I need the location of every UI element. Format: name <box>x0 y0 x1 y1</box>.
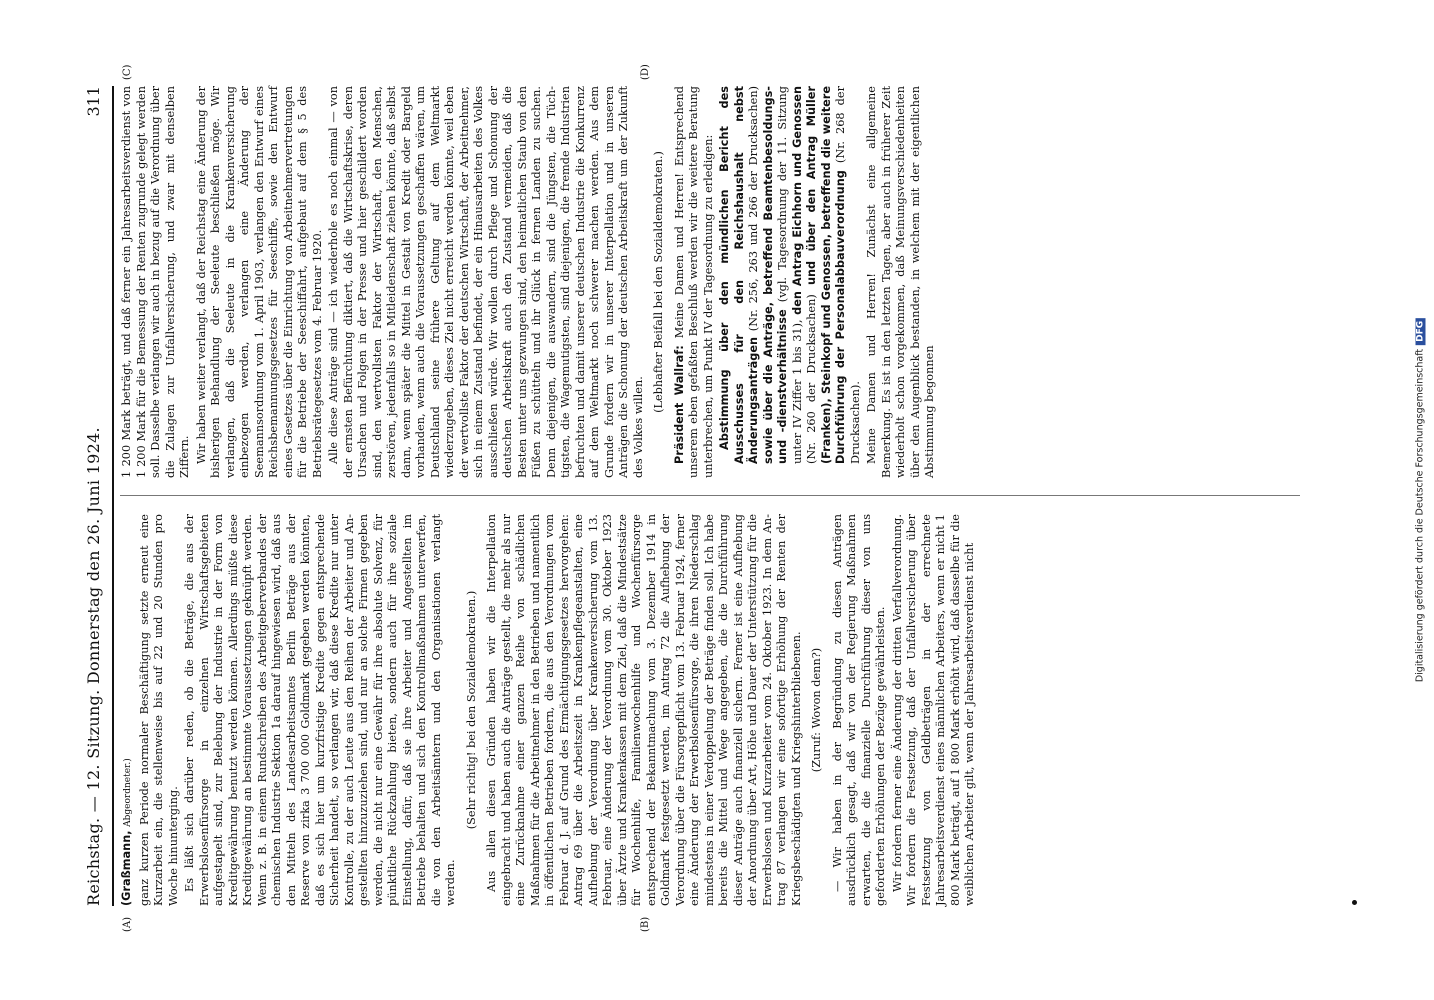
margin-marker-b: (B) <box>640 916 651 932</box>
margin-marker-d: (D) <box>640 64 651 80</box>
agenda-item <box>718 86 863 478</box>
president-name: Präsident Wallraf: <box>672 345 686 464</box>
speaker-role: Abgeordneter.) <box>123 758 133 827</box>
paragraph: Meine Damen und Herren! Zunächst eine allgemeine Bemerkung. Es ist in den letzten Tagen, aber auch in früherer Zeit wiederholt schon vorgekommen, daß Meinungsverschiedenheiten über den Augenblick bestanden, in welchem mit der eigentlichen Abstimmung begonnen <box>865 86 936 478</box>
president-text: Meine Damen und Herren! Entsprechend unserem eben gefaßten Beschluß werden wir die weitere Beratung unterbrechen, um Punkt IV der Tagesordnung zu erledigen: <box>672 86 715 478</box>
agenda-bold: und über den Antrag Müller (Franken), Steinkopf und Genossen, betreffend die weitere Durchführung der Personalabbauverordnung <box>805 86 847 464</box>
agenda-plain: (Nr. 256, 263 und 266 der Drucksachen) <box>747 85 760 332</box>
header-title: Reichstag. — 12. Sitzung. Donnerstag den 26. Juni 1924. <box>84 427 103 906</box>
digitization-credit <box>1415 318 1426 682</box>
left-column <box>120 514 980 906</box>
agenda-plain: (Nr. 260 der Drucksachen) <box>805 294 818 464</box>
paragraph: Aus allen diesen Gründen haben wir die Interpellation eingebracht und haben auch die Anträge gestellt, die mehr als nur eine Zurücknahme einer ganzen Reihe von schädlichen Maßnahmen für die Arbeitnehmer in den Betrieben und namentlich in öffentlichen Betrieben fordern, die aus den Verordnungen vom Februar d. J. auf Grund des Ermächtigungsgesetzes hervorgehen: Antrag 69 über die Arbeitszeit in Krankenpflegeanstalten, eine Aufhebung der Verordnung über Krankenversicherung vom 13. Februar, eine Änderung der Verordnung vom 30. Oktober 1923 über Ärzte und Krankenkassen mit dem Ziel, daß die Mindestsätze für Wochenhilfe, Familienwochenhilfe und Wochenfürsorge entsprechend der Bekanntmachung vom 3. Dezember 1914 in Goldmark festgesetzt werden, im Antrag 72 die Aufhebung der Verordnung über die Fürsorgepflicht vom 13. Februar 1924, ferner eine Änderung der Erwerbslosenfürsorge, die ihren Niederschlag mindestens in einer Verdoppelung der Beträge finden soll. Ich habe bereits die Mittel und Wege angegeben, die die Durchführung dieser Anträge auch finanziell sichern. Ferner ist eine Aufhebung der Anordnung über Art, Höhe und Dauer der Unterstützung für die Erwerbslosen und Kurzarbeiter vom 24. Oktober 1923. In dem Antrag 87 verlangen wir eine sofortige Erhöhung der Renten der Kriegsbeschädigten und Kriegshinterbliebenen. <box>485 514 803 906</box>
interjection: (Sehr richtig! bei den Sozialdemokraten.) <box>464 590 478 830</box>
paragraph: 1 200 Mark beträgt, und daß ferner ein Jahresarbeitsverdienst von 1 200 Mark für die Bemessung der Renten zugrunde gelegt werden soll. Dasselbe verlangen wir auch in bezug auf die Verordnung über die Zulagen zur Unfallversicherung, und zwar mit denselben Ziffern. <box>120 86 191 478</box>
interjection: (Zuruf: Wovon denn?) <box>810 647 823 773</box>
applause-note: (Lebhafter Beifall bei den Sozialdemokraten.) <box>652 151 665 413</box>
credit-text: Digitalisierung gefördert durch die Deutsche Forschungsgemeinschaft <box>1414 348 1426 683</box>
president-paragraph <box>673 86 717 478</box>
agenda-plain: (vgl. Tagesordnung der 11. Sitzung unter IV Ziffer 1 bis 31), <box>776 86 804 464</box>
paragraph: Wir fordern ferner eine Änderung der dritten Verfallverordnung. Wir fordern die Festsetzung, daß der Unfallversicherung über Festsetzung von Geldbeträgen in der errechnete Jahresarbeitsverdienst eines männlichen Arbeiters, wenn er nicht 1 800 Mark beträgt, auf 1 800 Mark erhöht wird, daß dasselbe für die weiblichen Arbeiter gilt, wenn der Jahresarbeitsverdienst nicht <box>890 514 976 906</box>
margin-marker-a: (A) <box>122 916 133 932</box>
agenda-bold: Abstimmung über den mündlichen Bericht des Ausschusses für den Reichshaushalt nebst Änderungsanträgen <box>718 86 760 464</box>
paragraph: Es läßt sich darüber reden, ob die Beträge, die aus der Erwerbslosenfürsorge in einzelnen Wirtschaftsgebieten aufgestapelt sind, zur Belebung der Industrie in der Form von Kreditgewährung benutzt werden können. Allerdings müßte diese Kreditgewährung an bestimmte Voraussetzungen geknüpft werden. Wenn z. B. in einem Rundschreiben des Arbeitgeberverbandes der chemischen Industrie Sektion 1a darauf hingewiesen wird, daß aus den Mitteln des Landesarbeitsamtes Berlin Beträge aus der Reserve von zirka 3 700 000 Goldmark gegeben werden könnten, daß es sich hier um kurzfristige Kredite gegen entsprechende Sicherheit handelt, so verlangen wir, daß diese Kredite nur unter Kontrolle, zu der auch Leute aus den Reihen der Arbeiter und Angestellten hinzuzuziehen sind, und nur an solche Firmen gegeben werden, die nicht nur eine Gewähr für ihre absolute Solvenz, für pünktliche Rückzahlung bieten, sondern auch für ihre soziale Einstellung, dafür, daß sie ihre Arbeiter und Angestellten im Betriebe behalten und sich den Kontrollmaßnahmen unterwerfen, die von den Arbeitsämtern und den Organisationen verlangt werden. <box>183 514 457 906</box>
dfg-logo: DFG <box>1416 318 1426 345</box>
speaker-name: (Graßmann, <box>120 830 133 906</box>
scan-speck <box>1352 900 1357 905</box>
speaker-line <box>120 514 136 906</box>
agenda-bold: sowie über die Anträge, betreffend Beamtenbesoldungs- und -dienstverhältnisse <box>761 86 789 464</box>
page-number: 311 <box>84 86 103 117</box>
margin-marker-c: (C) <box>122 64 133 80</box>
paragraph: Alle diese Anträge sind — ich wiederhole es noch einmal — von der ernsten Befürchtung diktiert, daß die Wirtschaftskrise, deren Ursachen und Folgen in der Presse und hier geschildert worden sind, den wertvollsten Faktor der Wirtschaft, den Menschen, zerstören, jedenfalls so in Mitleidenschaft ziehen könnte, daß selbst dann, wenn später die Mittel in Gestalt von Kredit oder Bargeld vorhanden, wenn auch die Voraussetzungen geschaffen wären, um Deutschland seine frühere Geltung auf dem Weltmarkt wiederzugeben, dieses Ziel nicht erreicht werden könnte, weil eben der wertvollste Faktor der deutschen Wirtschaft, der Arbeitnehmer, sich in einem Zustand befindet, der ein Hinausarbeiten des Volkes ausschließen würde. Wir wollen durch Pflege und Schonung der deutschen Arbeitskraft auch den Zustand vermeiden, daß die Besten unter uns gezwungen sind, den heimatlichen Staub von den Füßen zu schütteln und ihr Glück in fernen Landen zu suchen. Denn diejenigen, die auswandern, sind die Jüngsten, die Tüchtigsten, die Wagemutigsten, sind diejenigen, die fremde Industrien befruchten und damit unserer deutschen Industrie die Konkurrenz auf dem Weltmarkt noch schwerer machen werden. Aus dem Grunde fordern wir in unserer Interpellation und in unseren Anträgen die Schonung der deutschen Arbeitskraft um der Zukunft des Volkes willen. <box>327 86 645 478</box>
agenda-bold: den Antrag Eichhorn und Genossen <box>790 85 804 315</box>
agenda-plain: (Nr. 268 der Drucksachen). <box>834 85 862 464</box>
right-column <box>120 86 940 478</box>
page-header <box>80 86 110 906</box>
paragraph: ganz kurzen Periode normaler Beschäftigung setzte erneut eine Kurzarbeit ein, die stellenweise bis auf 22 und 20 Stunden pro Woche hinunterging. <box>137 514 180 906</box>
paragraph: Wir haben weiter verlangt, daß der Reichstag eine Änderung der bisherigen Behandlung der Seeleute beschließen möge. Wir verlangen, daß die Seeleute in die Krankenversicherung einbezogen werden, verlangen eine Änderung der Seemannsordnung vom 1. April 1903, verlangen den Entwurf eines Reichsbemannungsgesetzes für Seeschiffe, sowie den Entwurf eines Gesetzes über die Einrichtung von Arbeitnehmervertretungen für die Betriebe der Seeschiffahrt, aufgebaut auf dem § 5 des Betriebsrätegesetzes vom 4. Februar 1920. <box>194 86 324 478</box>
paragraph: — Wir haben in der Begründung zu diesen Anträgen ausdrücklich gesagt, daß wir von der Regierung Maßnahmen erwarten, die die finanzielle Durchführung dieser von uns geforderten Erhöhungen der Bezüge gewährleisten. <box>830 514 887 906</box>
column-divider <box>120 495 1300 496</box>
scanned-page <box>80 64 1330 932</box>
header-rule <box>112 86 114 906</box>
